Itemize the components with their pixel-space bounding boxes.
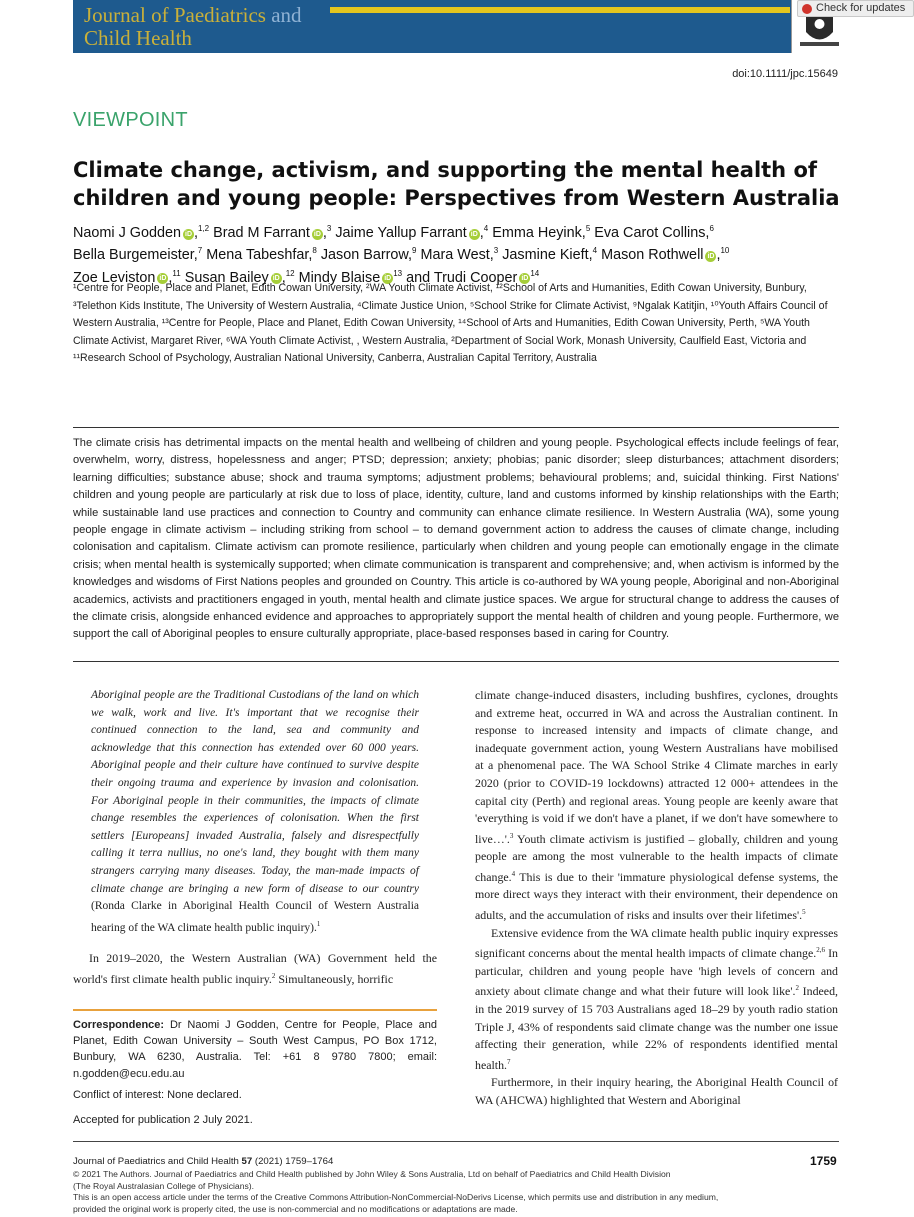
citation-sup: 1 [316,919,321,928]
author-sup: 7 [197,246,203,256]
correspondence-text: Dr Naomi J Godden, Centre for People, Place and Planet, Edith Cowan University – South West Campus, PO Box 1712, Bunbury, WA 6230, Australia. Tel: +61 8 9780 7800; email: n.godden@ecu.edu.au [73,1019,437,1080]
body-text: This is due to their 'immature physiological defense systems, the more direct ways they interact with their environment, their dependence on adults, and the accumulation of risks and insults over their lifetimes'. [475,869,838,923]
crossmark-icon [802,4,812,14]
orcid-icon[interactable]: iD [521,275,529,283]
body-right-column [475,687,838,1109]
footer-volume: 57 [241,1156,253,1167]
author-sup: 6 [709,224,714,233]
author-sup: 9 [412,246,417,256]
footer-rule [73,1141,839,1142]
citation-sup: 2 [795,984,799,993]
author-name: Brad M Farrant [213,224,310,241]
orcid-icon[interactable]: iD [313,230,321,238]
author-sup: 5 [585,224,591,233]
body-paragraph [475,925,838,1075]
footer-license [73,1169,843,1215]
journal-name-line1 [84,4,302,26]
orcid-icon[interactable]: iD [470,230,478,238]
author-name: Bella Burgemeister, [73,247,198,264]
check-for-updates-label: Check for updates [816,2,906,14]
footer-copyright-cont: (The Royal Australasian College of Physicians). [73,1180,255,1191]
intro-text: In 2019–2020, the Western Australian (WA) Government held the world's first climate health public inquiry. [73,951,437,986]
body-text: In particular, children and young people have 'high levels of concern and anxiety about climate change and what their future will look like'. [475,946,838,999]
author-sup: 3 [326,224,332,233]
footer-license-text-cont: provided the original work is properly cited, the use is non-commercial and no modifications or adaptations are made. [73,1203,518,1214]
article-title: Climate change, activism, and supporting the mental health of children and young people: Perspectives from Western Australia [73,158,840,210]
author-name: Zoe Leviston [73,269,156,286]
author-name: Mindy Blaise [298,269,381,286]
abstract-top-rule [73,427,839,428]
body-text: climate change-induced disasters, including bushfires, cyclones, droughts and extreme heat, occurred in WA and across the Australian continent. In response to increased intensity and impacts of climate change, and inadequate government action, young Western Australians have mobilised at a phenomenal pace. The WA School Strike 4 Climate marches in early 2020 (prior to COVID-19 lockdowns) attracted 12 000+ attendees in the capital city (Perth) and regional areas. Young people are keenly aware that 'everything is void if we don't have a planet, if we don't have somewhere to live…'. [475,688,838,846]
orcid-icon[interactable]: iD [159,275,167,283]
footer-journal-name: Journal of Paediatrics and Child Health [73,1156,242,1167]
author-sup: 13 [393,268,403,278]
conflict-statement: Conflict of interest: None declared. [73,1089,242,1101]
correspondence-label: Correspondence: [73,1019,165,1031]
header-accent-bar [330,7,790,13]
author-name: Mena Tabeshfar, [206,247,313,264]
check-for-updates-button[interactable] [797,0,914,17]
section-label: VIEWPOINT [73,109,188,131]
quote-attribution: (Ronda Clarke in Aboriginal Health Council of Western Australia hearing of the WA climate health public inquiry). [91,900,419,934]
author-list: Naomi J Godden iD ,$^{1,2}$ Brad M Farrant iD ,$^3$ Jaime Yallup Farrant iD ,$^4$ Emma Heyink,$^5$ Eva Carot Collins,$^6$ Bella Burgemeister,$^7$ Mena Tabeshfar,$^8$ Jason Barrow,$^9$ Mara West,$^3$ Jasmine Kieft,$^4$ Mason Rothwell iD ,$^{10}$ Zoe Leviston iD ,$^{11}$ Susan Bailey iD ,$^{12}$ Mindy Blaise $iD^{13}$ and Trudi Cooper $iD^{14}$ [73,224,730,286]
author-name: Naomi J Godden [73,224,181,241]
author-sup: 1,2 [198,224,210,233]
author-name: Jaime Yallup Farrant [335,224,467,241]
citation-sup: 3 [509,831,514,840]
journal-word-paediatrics: Paediatrics [173,3,266,27]
body-paragraph: Furthermore, in their inquiry hearing, the Aboriginal Health Council of WA (AHCWA) highlighted that Western and Aboriginal [475,1075,838,1107]
body-text: Extensive evidence from the WA climate health public inquiry expresses significant concerns about the mental health impacts of climate change. [475,925,838,961]
citation-sup: 5 [802,908,806,917]
citation-sup: 2,6 [816,946,825,955]
author-sup: 4 [483,224,489,233]
author-name: Emma Heyink, [492,224,586,241]
intro-paragraph [73,950,437,988]
orcid-icon[interactable]: iD [185,230,192,238]
author-sup: 8 [312,246,317,256]
footer-copyright: © 2021 The Authors. Journal of Paediatrics and Child Health published by John Wiley & Sons Australia, Ltd on behalf of Paediatrics and Child Health Division [73,1169,671,1179]
body-text: Youth climate activism is justified – globally, children and young people are among the most vulnerable to the health impacts of climate change. [475,831,838,884]
correspondence-block [73,1017,437,1082]
author-name: Susan Bailey [184,269,269,286]
author-name: Mara West, [420,247,494,264]
citation-sup: 2 [271,971,276,980]
orcid-icon[interactable]: iD [384,275,392,283]
author-sup: 4 [592,246,598,256]
correspondence-rule [73,1009,437,1011]
page-number: 1759 [810,1154,837,1168]
affiliations: ¹Centre for People, Place and Planet, Edith Cowan University, ²WA Youth Climate Activist, ¹²School of Arts and Humanities, Edith Cowan University, Bunbury, ³Telethon Kids Institute, The University of Western Australia, ⁴Climate Justice Union, ⁵School Strike for Climate Activist, ⁹Ngalak Katitjin, ¹⁰Youth Affairs Council of Western Australia, ¹³Centre for People, Place and Planet, Edith Cowan University, ¹⁴School of Arts and Humanities, Edith Cowan University, Perth, ⁵WA Youth Climate Activist, Margaret River, ⁶WA Youth Climate Activist, , Western Australia, ²Department of Social Work, Monash University, Caulfield East, Victoria and ¹¹Research School of Psychology, Australian National University, Canberra, Australian Capital Territory, Australia [73,282,828,365]
author-sup: 11 [172,268,181,278]
author-name: and Trudi Cooper [406,269,518,286]
quote-italic-text: Aboriginal people are the Traditional Custodians of the land on which we walk, work and live. It's important that we recognise their continued connection to the land, sea and community and acknowledge that this connection has extended over 60 000 years. Aboriginal people and their culture have continued to survive despite their ongoing trauma and experience by invasion and colonisation. For Aboriginal people in their communities, the impacts of climate change resembles the experiences of colonisation. When the first settlers [Europeans] invaded Australia, falsely and disrespectfully calling it terra nullius, no one's land, they bought with them many strangers carrying many diseases. Today, the man-made impacts of climate change are bringing a new form of disease to our country [91,689,419,895]
body-paragraph [475,687,838,925]
orcid-icon[interactable]: iD [707,253,715,261]
orcid-icon[interactable]: iD [272,275,280,283]
doi-link[interactable]: doi:10.1111/jpc.15649 [732,68,838,80]
author-sup: 10 [720,246,730,256]
journal-word-and: and [265,3,302,27]
citation-sup: 7 [507,1057,511,1066]
journal-word-journal-of: Journal of [84,3,174,27]
epigraph-quote [91,687,419,937]
author-name: Eva Carot Collins, [594,224,710,241]
abstract-text: The climate crisis has detrimental impacts on the mental health and wellbeing of children and young people. Psychological effects include feelings of fear, overwhelm, worry, distress, hopelessness and anger; PTSD; depression; anxiety; phobias; panic disorder; sleep disturbances; attachment disorders; learning difficulties; substance abuse; shock and trauma symptoms; adjustment problems; behavioural problems; and, suicidal thinking. First Nations' children and young people are particularly at risk due to loss of place, identity, culture, land and customs informed by kinship relationships with the Earth; while sustainable land use practices and connection to Country and community can enhance climate resilience. In Western Australia (WA), some young people engage in climate activism – including striking from school – to demand government action to address the causes of climate change, including colonisation and capitalism. Climate activism can promote resilience, particularly when children and young people can emotionally engage in the climate crisis; when mental health is systemically supported; when climate communication is transparent and comprehensive; and, when activism is informed by the knowledges and wisdoms of First Nations peoples and grounded on Country. This article is co-authored by WA young people, Aboriginal and non-Aboriginal academics, activists and practitioners engaged in youth, mental health and climate justice spaces. We argue for structural change to address the causes of the climate crisis, alongside enhanced evidence and approaches to appropriately support the mental health of children and young people. Furthermore, we support the call of Aboriginal peoples to ensure culturally appropriate, place-based responses based in caring for Country. [73,437,839,641]
author-name: Mason Rothwell [601,247,704,264]
abstract-bottom-rule [73,661,839,662]
body-text: Indeed, in the 2019 survey of 15 703 Australians aged 18–29 by youth radio station Triple J, 43% of respondents said climate change was the number one issue affecting their generation, while 22% of respondents identified mental health. [475,984,838,1072]
footer-pages: (2021) 1759–1764 [252,1156,334,1167]
intro-text-cont: Simultaneously, horrific [275,971,394,986]
author-name: Jason Barrow, [320,247,413,264]
citation-sup: 4 [511,869,516,878]
author-sup: 12 [285,268,295,278]
accepted-date: Accepted for publication 2 July 2021. [73,1114,253,1126]
author-sup: 14 [530,268,540,278]
footer-citation [73,1156,333,1167]
author-name: Jasmine Kieft, [502,247,593,264]
journal-name-line2: Child Health [84,26,192,50]
footer-license-text: This is an open access article under the terms of the Creative Commons Attribution-NonCommercial-NoDerivs License, which permits use and distribution in any medium, [73,1192,719,1203]
author-sup: 3 [493,246,499,256]
